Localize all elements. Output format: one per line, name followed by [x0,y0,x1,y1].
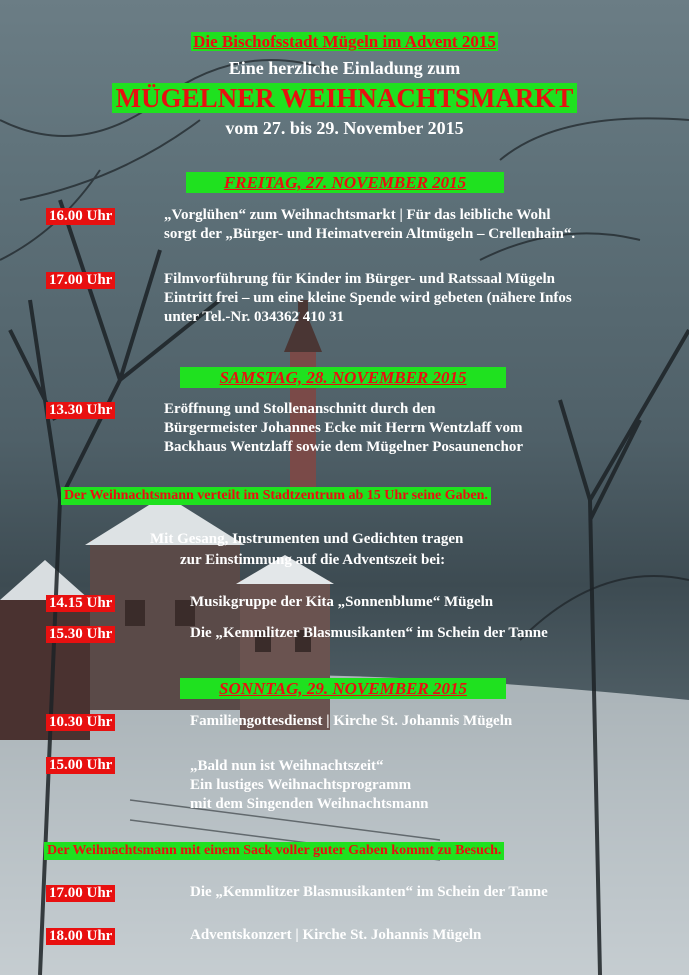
event-time: 13.30 Uhr [46,402,115,419]
event-line: „Vorglühen“ zum Weihnachtsmarkt | Für das leibliche Wohl [164,207,551,223]
event-time: 18.00 Uhr [46,928,115,945]
event-description [190,593,493,612]
intro-line2: zur Einstimmung auf die Adventszeit bei: [180,552,446,568]
day-heading-friday: FREITAG, 27. NOVEMBER 2015 [186,172,504,193]
event-line: Die „Kemmlitzer Blasmusikanten“ im Schein der Tanne [190,625,548,641]
header-town-title: Die Bischofsstadt Mügeln im Advent 2015 [193,32,496,51]
event-time: 17.00 Uhr [46,272,115,289]
santa-notice-sunday: Der Weihnachtsmann mit einem Sack voller guter Gaben kommt zu Besuch. [44,842,504,860]
event-line: Filmvorführung für Kinder im Bürger- und Ratssaal Mügeln [164,271,555,287]
header-line1-wrap [0,31,689,52]
market-title: MÜGELNER WEIHNACHTSMARKT [112,83,578,113]
event-line: Bürgermeister Johannes Ecke mit Herrn Wentzlaff vom [164,420,523,436]
intro-line1: Mit Gesang, Instrumenten und Gedichten tragen [150,531,464,547]
event-description [164,400,523,457]
event-description [190,883,548,902]
event-description [190,624,548,643]
event-line: Ein lustiges Weihnachtsprogramm [190,777,412,793]
event-time: 15.30 Uhr [46,626,115,643]
event-line: mit dem Singenden Weihnachtsmann [190,796,429,812]
event-line: Eintritt frei – um eine kleine Spende wird gebeten (nähere Infos [164,290,572,306]
day-heading-sunday: SONNTAG, 29. NOVEMBER 2015 [180,678,506,699]
event-time: 16.00 Uhr [46,208,115,225]
santa-notice-saturday: Der Weihnachtsmann verteilt im Stadtzentrum ab 15 Uhr seine Gaben. [61,487,491,505]
event-description [190,757,429,814]
header-invitation: Eine herzliche Einladung zum [228,58,461,78]
event-time: 14.15 Uhr [46,595,115,612]
market-dates: vom 27. bis 29. November 2015 [225,118,464,138]
event-line: Die „Kemmlitzer Blasmusikanten“ im Schein der Tanne [190,884,548,900]
event-line: Adventskonzert | Kirche St. Johannis Mügeln [190,927,482,943]
event-line: Musikgruppe der Kita „Sonnenblume“ Mügeln [190,594,494,610]
event-time: 10.30 Uhr [46,714,115,731]
event-line: Backhaus Wentzlaff sowie dem Mügelner Posaunenchor [164,439,524,455]
event-line: Eröffnung und Stollenanschnitt durch den [164,401,436,417]
event-line: Familiengottesdienst | Kirche St. Johannis Mügeln [190,713,513,729]
event-line: sorgt der „Bürger- und Heimatverein Altmügeln – Crellenhain“. [164,226,576,242]
event-description [164,206,575,244]
event-line: unter Tel.-Nr. 034362 410 31 [164,309,345,325]
header-title-wrap [0,83,689,114]
event-description [190,712,512,731]
event-description [164,270,572,327]
event-time: 15.00 Uhr [46,757,115,774]
event-line: „Bald nun ist Weihnachtszeit“ [190,758,384,774]
event-time: 17.00 Uhr [46,885,115,902]
event-description [190,926,481,945]
day-heading-saturday: SAMSTAG, 28. NOVEMBER 2015 [180,367,506,388]
